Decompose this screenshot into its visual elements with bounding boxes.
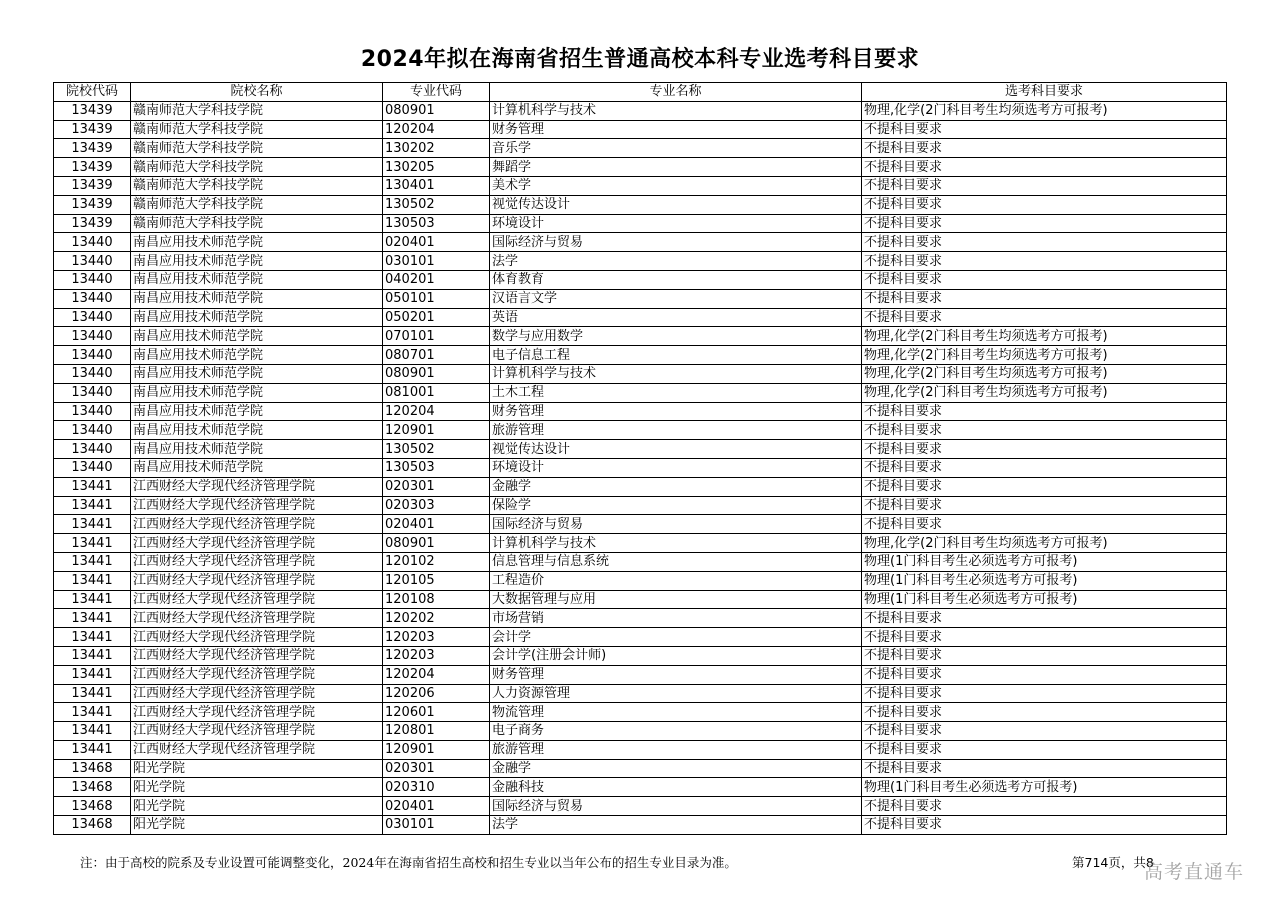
- major-code-cell: 120801: [383, 722, 490, 741]
- major-code-cell: 120102: [383, 552, 490, 571]
- school-code-cell: 13441: [54, 496, 131, 515]
- school-code-cell: 13441: [54, 628, 131, 647]
- school-code-cell: 13440: [54, 346, 131, 365]
- requirement-cell: 物理(1门科目考生必须选考方可报考): [862, 590, 1227, 609]
- major-name-cell: 视觉传达设计: [490, 195, 862, 214]
- table-row: [54, 233, 1227, 252]
- requirement-cell: 物理,化学(2门科目考生均须选考方可报考): [862, 534, 1227, 553]
- school-name-cell: 赣南师范大学科技学院: [131, 214, 383, 233]
- major-code-cell: 050101: [383, 289, 490, 308]
- requirement-cell: 不提科目要求: [862, 703, 1227, 722]
- major-name-cell: 工程造价: [490, 571, 862, 590]
- requirement-cell: 不提科目要求: [862, 421, 1227, 440]
- footnote: 注：由于高校的院系及专业设置可能调整变化，2024年在海南省招生高校和招生专业以当年公布的招生专业目录为准。: [80, 855, 737, 870]
- major-code-cell: 130401: [383, 176, 490, 195]
- school-name-cell: 南昌应用技术师范学院: [131, 383, 383, 402]
- school-name-cell: 赣南师范大学科技学院: [131, 120, 383, 139]
- requirement-cell: 不提科目要求: [862, 609, 1227, 628]
- major-code-cell: 020303: [383, 496, 490, 515]
- major-name-cell: 物流管理: [490, 703, 862, 722]
- school-name-cell: 江西财经大学现代经济管理学院: [131, 628, 383, 647]
- requirement-cell: 不提科目要求: [862, 740, 1227, 759]
- major-name-cell: 数学与应用数学: [490, 327, 862, 346]
- requirement-cell: 不提科目要求: [862, 816, 1227, 835]
- school-code-cell: 13440: [54, 402, 131, 421]
- major-code-cell: 120901: [383, 740, 490, 759]
- requirement-cell: 不提科目要求: [862, 496, 1227, 515]
- school-code-cell: 13439: [54, 176, 131, 195]
- table-row: [54, 120, 1227, 139]
- major-name-cell: 音乐学: [490, 139, 862, 158]
- requirement-cell: 不提科目要求: [862, 233, 1227, 252]
- header-major-code: 专业代码: [383, 83, 490, 102]
- school-name-cell: 南昌应用技术师范学院: [131, 308, 383, 327]
- requirement-cell: 不提科目要求: [862, 139, 1227, 158]
- major-code-cell: 130205: [383, 158, 490, 177]
- table-row: [54, 308, 1227, 327]
- school-name-cell: 赣南师范大学科技学院: [131, 139, 383, 158]
- school-name-cell: 江西财经大学现代经济管理学院: [131, 477, 383, 496]
- school-code-cell: 13440: [54, 289, 131, 308]
- major-name-cell: 国际经济与贸易: [490, 233, 862, 252]
- table-body: [54, 101, 1227, 834]
- major-code-cell: 080901: [383, 534, 490, 553]
- school-code-cell: 13440: [54, 308, 131, 327]
- school-code-cell: 13468: [54, 759, 131, 778]
- major-name-cell: 国际经济与贸易: [490, 797, 862, 816]
- school-name-cell: 阳光学院: [131, 816, 383, 835]
- header-school-name: 院校名称: [131, 83, 383, 102]
- requirements-table: [53, 82, 1227, 835]
- school-code-cell: 13439: [54, 139, 131, 158]
- table-row: [54, 158, 1227, 177]
- school-name-cell: 江西财经大学现代经济管理学院: [131, 703, 383, 722]
- table-row: [54, 515, 1227, 534]
- table-row: [54, 740, 1227, 759]
- school-name-cell: 南昌应用技术师范学院: [131, 270, 383, 289]
- school-name-cell: 阳光学院: [131, 797, 383, 816]
- major-name-cell: 计算机科学与技术: [490, 534, 862, 553]
- table-row: [54, 628, 1227, 647]
- requirement-cell: 不提科目要求: [862, 440, 1227, 459]
- major-code-cell: 130502: [383, 440, 490, 459]
- school-name-cell: 南昌应用技术师范学院: [131, 289, 383, 308]
- table-row: [54, 816, 1227, 835]
- requirement-cell: 不提科目要求: [862, 665, 1227, 684]
- major-name-cell: 金融学: [490, 477, 862, 496]
- school-code-cell: 13439: [54, 120, 131, 139]
- school-name-cell: 南昌应用技术师范学院: [131, 440, 383, 459]
- major-name-cell: 财务管理: [490, 665, 862, 684]
- requirement-cell: 不提科目要求: [862, 759, 1227, 778]
- school-name-cell: 江西财经大学现代经济管理学院: [131, 609, 383, 628]
- table-row: [54, 590, 1227, 609]
- major-name-cell: 财务管理: [490, 402, 862, 421]
- school-name-cell: 南昌应用技术师范学院: [131, 458, 383, 477]
- major-code-cell: 120204: [383, 665, 490, 684]
- page-info: 第714页，共8: [1072, 855, 1154, 870]
- school-name-cell: 江西财经大学现代经济管理学院: [131, 590, 383, 609]
- major-code-cell: 020301: [383, 759, 490, 778]
- table-row: [54, 665, 1227, 684]
- school-name-cell: 江西财经大学现代经济管理学院: [131, 740, 383, 759]
- table-row: [54, 534, 1227, 553]
- school-code-cell: 13468: [54, 778, 131, 797]
- requirement-cell: 物理(1门科目考生必须选考方可报考): [862, 778, 1227, 797]
- major-code-cell: 080901: [383, 101, 490, 120]
- major-code-cell: 120601: [383, 703, 490, 722]
- major-name-cell: 市场营销: [490, 609, 862, 628]
- school-code-cell: 13439: [54, 195, 131, 214]
- requirement-cell: 不提科目要求: [862, 158, 1227, 177]
- school-name-cell: 南昌应用技术师范学院: [131, 346, 383, 365]
- major-name-cell: 财务管理: [490, 120, 862, 139]
- major-name-cell: 环境设计: [490, 214, 862, 233]
- school-name-cell: 江西财经大学现代经济管理学院: [131, 534, 383, 553]
- table-row: [54, 778, 1227, 797]
- major-name-cell: 会计学: [490, 628, 862, 647]
- table-row: [54, 703, 1227, 722]
- major-name-cell: 体育教育: [490, 270, 862, 289]
- table-row: [54, 195, 1227, 214]
- major-code-cell: 070101: [383, 327, 490, 346]
- requirement-cell: 不提科目要求: [862, 402, 1227, 421]
- major-name-cell: 计算机科学与技术: [490, 101, 862, 120]
- major-code-cell: 120203: [383, 628, 490, 647]
- requirement-cell: 不提科目要求: [862, 684, 1227, 703]
- school-code-cell: 13441: [54, 515, 131, 534]
- requirement-cell: 物理,化学(2门科目考生均须选考方可报考): [862, 327, 1227, 346]
- requirement-cell: 不提科目要求: [862, 458, 1227, 477]
- table-row: [54, 214, 1227, 233]
- major-code-cell: 130502: [383, 195, 490, 214]
- requirement-cell: 不提科目要求: [862, 120, 1227, 139]
- major-name-cell: 信息管理与信息系统: [490, 552, 862, 571]
- page-title: 2024年拟在海南省招生普通高校本科专业选考科目要求: [360, 47, 920, 72]
- requirement-cell: 不提科目要求: [862, 270, 1227, 289]
- requirement-cell: 不提科目要求: [862, 722, 1227, 741]
- school-name-cell: 南昌应用技术师范学院: [131, 233, 383, 252]
- major-code-cell: 081001: [383, 383, 490, 402]
- school-code-cell: 13440: [54, 383, 131, 402]
- school-code-cell: 13440: [54, 327, 131, 346]
- major-name-cell: 金融科技: [490, 778, 862, 797]
- requirement-cell: 物理,化学(2门科目考生均须选考方可报考): [862, 383, 1227, 402]
- major-code-cell: 080901: [383, 364, 490, 383]
- table-row: [54, 477, 1227, 496]
- table-header-row: [54, 83, 1227, 102]
- table-row: [54, 402, 1227, 421]
- school-name-cell: 南昌应用技术师范学院: [131, 327, 383, 346]
- major-name-cell: 电子商务: [490, 722, 862, 741]
- school-code-cell: 13441: [54, 552, 131, 571]
- table-row: [54, 252, 1227, 271]
- school-name-cell: 赣南师范大学科技学院: [131, 101, 383, 120]
- school-name-cell: 南昌应用技术师范学院: [131, 364, 383, 383]
- major-code-cell: 120204: [383, 402, 490, 421]
- major-name-cell: 国际经济与贸易: [490, 515, 862, 534]
- table-row: [54, 270, 1227, 289]
- requirement-cell: 不提科目要求: [862, 308, 1227, 327]
- major-name-cell: 汉语言文学: [490, 289, 862, 308]
- school-code-cell: 13441: [54, 534, 131, 553]
- school-name-cell: 江西财经大学现代经济管理学院: [131, 571, 383, 590]
- school-code-cell: 13440: [54, 252, 131, 271]
- school-name-cell: 赣南师范大学科技学院: [131, 176, 383, 195]
- school-code-cell: 13439: [54, 158, 131, 177]
- table-row: [54, 609, 1227, 628]
- school-code-cell: 13441: [54, 571, 131, 590]
- school-code-cell: 13441: [54, 684, 131, 703]
- major-code-cell: 050201: [383, 308, 490, 327]
- school-name-cell: 江西财经大学现代经济管理学院: [131, 684, 383, 703]
- header-school-code: 院校代码: [54, 83, 131, 102]
- school-code-cell: 13441: [54, 477, 131, 496]
- table-row: [54, 759, 1227, 778]
- table-row: [54, 722, 1227, 741]
- school-code-cell: 13441: [54, 740, 131, 759]
- major-code-cell: 120204: [383, 120, 490, 139]
- table-row: [54, 421, 1227, 440]
- school-name-cell: 阳光学院: [131, 759, 383, 778]
- table-row: [54, 364, 1227, 383]
- table-row: [54, 289, 1227, 308]
- school-code-cell: 13440: [54, 364, 131, 383]
- requirement-cell: 不提科目要求: [862, 797, 1227, 816]
- table-row: [54, 684, 1227, 703]
- table-row: [54, 383, 1227, 402]
- header-major-name: 专业名称: [490, 83, 862, 102]
- major-name-cell: 舞蹈学: [490, 158, 862, 177]
- table-row: [54, 440, 1227, 459]
- requirement-cell: 物理(1门科目考生必须选考方可报考): [862, 552, 1227, 571]
- school-name-cell: 江西财经大学现代经济管理学院: [131, 722, 383, 741]
- requirement-cell: 不提科目要求: [862, 477, 1227, 496]
- major-code-cell: 130503: [383, 214, 490, 233]
- major-name-cell: 会计学(注册会计师): [490, 646, 862, 665]
- major-name-cell: 人力资源管理: [490, 684, 862, 703]
- table-row: [54, 797, 1227, 816]
- major-code-cell: 120105: [383, 571, 490, 590]
- table-row: [54, 139, 1227, 158]
- school-name-cell: 江西财经大学现代经济管理学院: [131, 496, 383, 515]
- requirement-cell: 不提科目要求: [862, 515, 1227, 534]
- school-name-cell: 赣南师范大学科技学院: [131, 195, 383, 214]
- major-name-cell: 视觉传达设计: [490, 440, 862, 459]
- major-name-cell: 旅游管理: [490, 740, 862, 759]
- school-code-cell: 13440: [54, 440, 131, 459]
- major-code-cell: 120202: [383, 609, 490, 628]
- school-code-cell: 13440: [54, 270, 131, 289]
- major-name-cell: 法学: [490, 252, 862, 271]
- school-name-cell: 南昌应用技术师范学院: [131, 402, 383, 421]
- major-code-cell: 120108: [383, 590, 490, 609]
- school-code-cell: 13439: [54, 214, 131, 233]
- school-name-cell: 阳光学院: [131, 778, 383, 797]
- major-code-cell: 130202: [383, 139, 490, 158]
- major-name-cell: 环境设计: [490, 458, 862, 477]
- major-name-cell: 计算机科学与技术: [490, 364, 862, 383]
- requirement-cell: 物理,化学(2门科目考生均须选考方可报考): [862, 364, 1227, 383]
- major-code-cell: 020401: [383, 233, 490, 252]
- school-code-cell: 13440: [54, 458, 131, 477]
- major-code-cell: 120203: [383, 646, 490, 665]
- table-row: [54, 101, 1227, 120]
- table-row: [54, 552, 1227, 571]
- school-code-cell: 13440: [54, 233, 131, 252]
- major-code-cell: 030101: [383, 252, 490, 271]
- table-row: [54, 646, 1227, 665]
- school-name-cell: 江西财经大学现代经济管理学院: [131, 552, 383, 571]
- major-code-cell: 130503: [383, 458, 490, 477]
- requirement-cell: 物理,化学(2门科目考生均须选考方可报考): [862, 101, 1227, 120]
- requirement-cell: 物理,化学(2门科目考生均须选考方可报考): [862, 346, 1227, 365]
- table-row: [54, 496, 1227, 515]
- school-code-cell: 13440: [54, 421, 131, 440]
- requirement-cell: 物理(1门科目考生必须选考方可报考): [862, 571, 1227, 590]
- school-code-cell: 13441: [54, 590, 131, 609]
- requirement-cell: 不提科目要求: [862, 289, 1227, 308]
- major-name-cell: 保险学: [490, 496, 862, 515]
- requirement-cell: 不提科目要求: [862, 176, 1227, 195]
- table-row: [54, 327, 1227, 346]
- major-code-cell: 120206: [383, 684, 490, 703]
- school-code-cell: 13468: [54, 797, 131, 816]
- table-row: [54, 571, 1227, 590]
- table-row: [54, 176, 1227, 195]
- major-code-cell: 030101: [383, 816, 490, 835]
- school-code-cell: 13441: [54, 609, 131, 628]
- major-code-cell: 120901: [383, 421, 490, 440]
- school-name-cell: 江西财经大学现代经济管理学院: [131, 646, 383, 665]
- requirement-cell: 不提科目要求: [862, 628, 1227, 647]
- school-code-cell: 13441: [54, 722, 131, 741]
- major-code-cell: 020401: [383, 797, 490, 816]
- major-name-cell: 美术学: [490, 176, 862, 195]
- major-code-cell: 020301: [383, 477, 490, 496]
- requirement-cell: 不提科目要求: [862, 252, 1227, 271]
- school-code-cell: 13441: [54, 646, 131, 665]
- header-subject-requirement: 选考科目要求: [862, 83, 1227, 102]
- major-name-cell: 土木工程: [490, 383, 862, 402]
- school-code-cell: 13441: [54, 703, 131, 722]
- major-name-cell: 英语: [490, 308, 862, 327]
- table-row: [54, 458, 1227, 477]
- major-name-cell: 旅游管理: [490, 421, 862, 440]
- school-name-cell: 江西财经大学现代经济管理学院: [131, 515, 383, 534]
- school-code-cell: 13468: [54, 816, 131, 835]
- major-name-cell: 大数据管理与应用: [490, 590, 862, 609]
- table-row: [54, 346, 1227, 365]
- major-code-cell: 040201: [383, 270, 490, 289]
- major-name-cell: 电子信息工程: [490, 346, 862, 365]
- school-name-cell: 南昌应用技术师范学院: [131, 252, 383, 271]
- major-code-cell: 080701: [383, 346, 490, 365]
- major-name-cell: 法学: [490, 816, 862, 835]
- school-code-cell: 13439: [54, 101, 131, 120]
- requirement-cell: 不提科目要求: [862, 214, 1227, 233]
- school-code-cell: 13441: [54, 665, 131, 684]
- requirement-cell: 不提科目要求: [862, 195, 1227, 214]
- school-name-cell: 赣南师范大学科技学院: [131, 158, 383, 177]
- major-name-cell: 金融学: [490, 759, 862, 778]
- school-name-cell: 南昌应用技术师范学院: [131, 421, 383, 440]
- major-code-cell: 020401: [383, 515, 490, 534]
- requirement-cell: 不提科目要求: [862, 646, 1227, 665]
- school-name-cell: 江西财经大学现代经济管理学院: [131, 665, 383, 684]
- watermark-logo: 高考直通车: [1144, 861, 1245, 883]
- major-code-cell: 020310: [383, 778, 490, 797]
